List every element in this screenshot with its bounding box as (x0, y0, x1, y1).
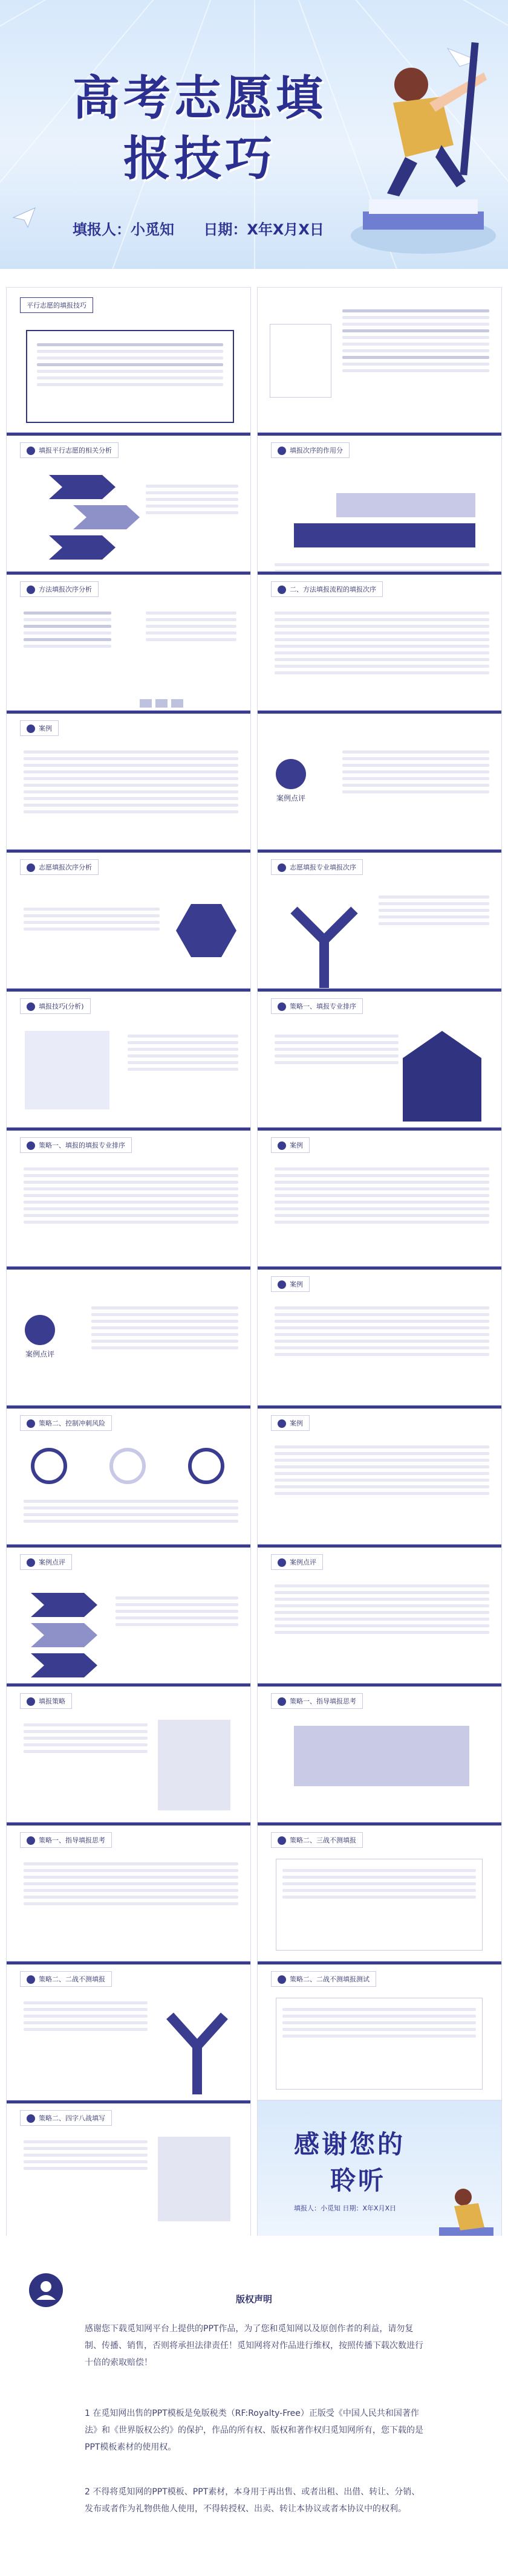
slide-title: 策略一、填报专业排序 (271, 998, 363, 1014)
thanks-meta: 填报人：小觅知 日期：X年X月X日 (294, 2204, 397, 2212)
slide-title: 案例 (20, 720, 59, 736)
step-bar (336, 493, 475, 517)
highlight-box (294, 1726, 469, 1786)
slide-11-left[interactable] (6, 1683, 251, 1841)
chevron-arrow (73, 505, 140, 529)
slide-11-right[interactable] (257, 1683, 502, 1841)
slide-title: 方法填报次序分析 (20, 581, 99, 597)
side-note-box (270, 324, 331, 398)
slide-14-left[interactable] (6, 2100, 251, 2258)
slide-title: 案例点评 (276, 759, 306, 803)
slide-title: 二、方法填报流程的填报次序 (271, 581, 383, 597)
slide-title: 策略一、填报的填报专业排序 (20, 1137, 132, 1153)
slide-title: 案例 (271, 1137, 310, 1153)
text-block (146, 608, 236, 680)
slide-title: 策略一、指导填报思考 (20, 1832, 112, 1848)
declaration-paragraph-2: 1 在觅知网出售的PPT模板是免版税类（RF:Royalty-Free）正版受《中国人民共和国著作法》和《世界版权公约》的保护，作品的所有权、版权和著作权归觅知网所有，您下载的是PPT模板素材的使用权。 (85, 2409, 423, 2452)
reporter-label: 填报人：小觅知 (73, 221, 174, 238)
slide-title: 案例点评 (271, 1554, 323, 1570)
slide-title: 填报平行志愿的相关分析 (20, 442, 119, 458)
content-box (276, 1998, 483, 2090)
slide-12-left[interactable] (6, 1822, 251, 1980)
slide-title: 填报策略 (20, 1693, 72, 1709)
split-arrow-icon (282, 898, 366, 995)
paper-plane-icon (12, 205, 36, 230)
slide-7-left[interactable] (6, 1127, 251, 1285)
progress-ring (31, 1448, 67, 1484)
slide-5-right[interactable] (257, 849, 502, 1007)
slide-title: 平行志愿的填报技巧 (20, 297, 93, 313)
slide-title: 策略二、三战不测填报 (271, 1832, 363, 1848)
copyright-declaration (0, 2236, 508, 2576)
illustration-image (25, 1031, 109, 1109)
slide-title: 策略二、二战不测填报 (20, 1971, 112, 1987)
girl-on-books-illustration (339, 36, 496, 260)
split-arrow-icon (158, 2004, 236, 2094)
slide-10-left[interactable] (6, 1544, 251, 1702)
chevron-arrow (31, 1593, 97, 1617)
step-bar (294, 523, 475, 547)
chevron-arrow (49, 475, 116, 499)
girl-on-books-illustration (433, 2173, 500, 2245)
slide-title: 策略二、四字八战填写 (20, 2110, 112, 2126)
slide-title: 案例点评 (25, 1315, 55, 1359)
slide-title: 策略一、指导填报思考 (271, 1693, 363, 1709)
slide-7-right[interactable] (257, 1127, 502, 1285)
note-panel (158, 2137, 230, 2221)
slide-2-right[interactable] (257, 432, 502, 590)
progress-ring (109, 1448, 146, 1484)
chevron-arrow (31, 1623, 97, 1647)
cover-title-line2: 报技巧 (123, 132, 276, 186)
declaration-paragraph-1: 感谢您下载觅知网平台上提供的PPT作品，为了您和觅知网以及原创作者的利益，请勿复制、传播、销售，否则将承担法律责任！觅知网将对作品进行维权，按照传播下载次数进行十倍的索取赔偿！ (85, 2324, 423, 2368)
slide-title: 策略二、二战不测填报测试 (271, 1971, 376, 1987)
slide-9-right[interactable] (257, 1405, 502, 1563)
slide-title: 填报技巧(分析) (20, 998, 91, 1014)
slide-13-right[interactable] (257, 1961, 502, 2119)
declaration-paragraph-3: 2 不得将觅知网的PPT模板、PPT素材，本身用于再出售、或者出租、出借、转让、分销、发布或者作为礼物供他人使用，不得转授权、出卖、转让本协议或者本协议中的权利。 (85, 2487, 420, 2514)
chevron-arrow (49, 535, 116, 560)
cover-meta (73, 218, 348, 239)
slide-12-right[interactable] (257, 1822, 502, 1980)
user-profile-icon (28, 2272, 64, 2308)
thanks-line1: 感谢您的 (294, 2129, 406, 2159)
building-illustration (403, 1031, 481, 1122)
chevron-arrow (31, 1653, 97, 1677)
slide-3-left[interactable] (6, 571, 251, 729)
slide-8-right[interactable] (257, 1266, 502, 1424)
cover-title-line1: 高考志愿填 (72, 71, 327, 126)
slide-5-left[interactable] (6, 849, 251, 1007)
slide-2-left[interactable] (6, 432, 251, 590)
slide-4-right[interactable] (257, 710, 502, 868)
slide-6-right[interactable] (257, 988, 502, 1146)
slide-title: 策略二、控制冲刺风险 (20, 1415, 112, 1431)
slide-4-left[interactable] (6, 710, 251, 868)
slide-10-right[interactable] (257, 1544, 502, 1702)
thanks-line2: 聆听 (330, 2166, 386, 2195)
slide-title: 案例 (271, 1276, 310, 1292)
slide-9-left[interactable] (6, 1405, 251, 1563)
slide-13-left[interactable] (6, 1961, 251, 2119)
slide-title: 案例 (271, 1415, 310, 1431)
declaration-title: 版权声明 (235, 2294, 272, 2305)
slide-title: 志愿填报专业填报次序 (271, 859, 363, 875)
slide-1-left[interactable] (6, 287, 251, 445)
hexagon-diagram (176, 904, 236, 957)
note-panel (158, 1720, 230, 1810)
content-box (26, 330, 234, 423)
slide-title: 志愿填报次序分析 (20, 859, 99, 875)
slide-8-left[interactable] (6, 1266, 251, 1424)
cover-slide (0, 0, 508, 269)
slide-6-left[interactable] (6, 988, 251, 1146)
date-label: 日期：X年X月X日 (203, 221, 324, 238)
progress-ring (188, 1448, 224, 1484)
slide-3-right[interactable] (257, 571, 502, 729)
content-box (276, 1859, 483, 1951)
slide-title: 填报次序的作用分 (271, 442, 350, 458)
slide-thanks[interactable] (257, 2100, 502, 2258)
slide-title: 案例点评 (20, 1554, 72, 1570)
slide-1-right[interactable] (257, 287, 502, 445)
